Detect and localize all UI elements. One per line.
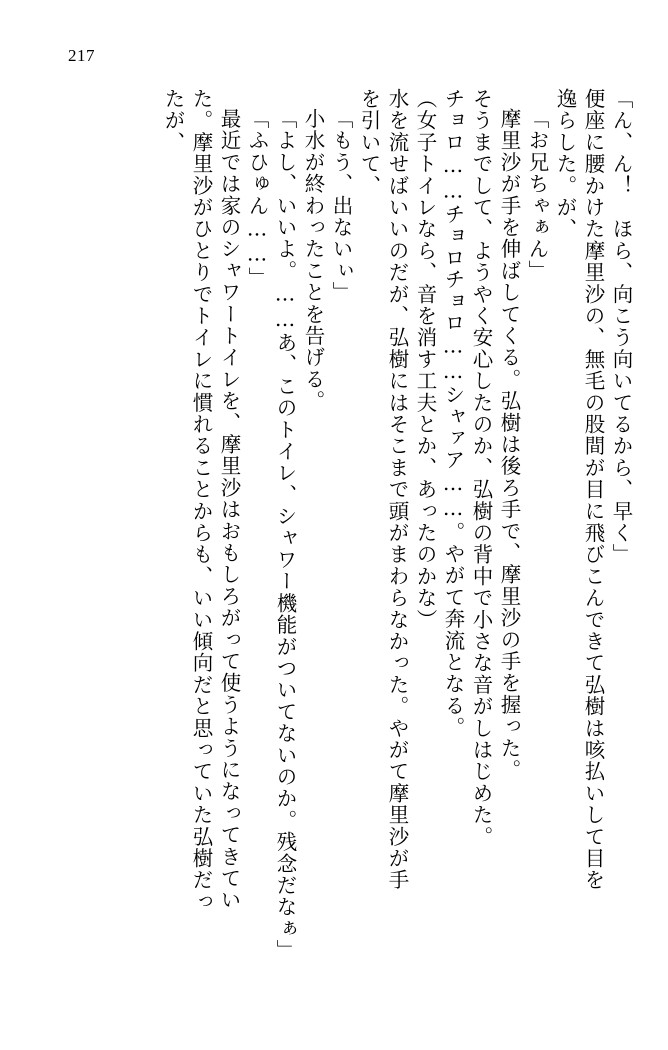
text-column: 「ん、ん！ ほら、向こう向いてるから、早く」 <box>609 88 633 566</box>
text-column: 水を流せばいいのだが、弘樹にはそこまで頭がまわらなかった。やがて摩里沙が手 <box>385 88 409 891</box>
text-column: 最近では家のシャワートイレを、摩里沙はおもしろがって使うようになってきてい <box>217 108 241 911</box>
text-column: た。摩里沙がひとりでトイレに慣れることからも、いい傾向だと思っていた弘樹だっ <box>189 88 213 913</box>
page-number: 217 <box>68 46 95 65</box>
text-column: そうまでして、ようやく安心したのか、弘樹の背中で小さな音がしはじめた。 <box>469 88 493 848</box>
text-column: 小水が終わったことを告げる。 <box>301 108 325 412</box>
text-column: を引いて、 <box>357 88 381 197</box>
text-column: 便座に腰かけた摩里沙の、無毛の股間が目に飛びこんできて弘樹は咳払いして目を <box>581 88 605 891</box>
text-column: 「お兄ちゃぁん」 <box>525 108 549 282</box>
body-text <box>40 88 632 1018</box>
text-column: （女子トイレなら、音を消す工夫とか、あったのかな） <box>413 88 437 631</box>
text-column: たが、 <box>161 88 185 154</box>
text-column: 「もう、出ないぃ」 <box>329 108 353 304</box>
text-column: 「ふひゅん……」 <box>245 108 269 289</box>
text-column: 逸らした。が、 <box>553 88 577 240</box>
text-column: チョロ……チョロチョロ……シャァア……。やがて奔流となる。 <box>441 88 465 739</box>
text-column: 「よし、いいよ。……あ、このトイレ、シャワー機能がついてないのか。残念だなぁ」 <box>273 108 297 962</box>
text-column: 摩里沙が手を伸ばしてくる。弘樹は後ろ手で、摩里沙の手を握った。 <box>497 108 521 781</box>
